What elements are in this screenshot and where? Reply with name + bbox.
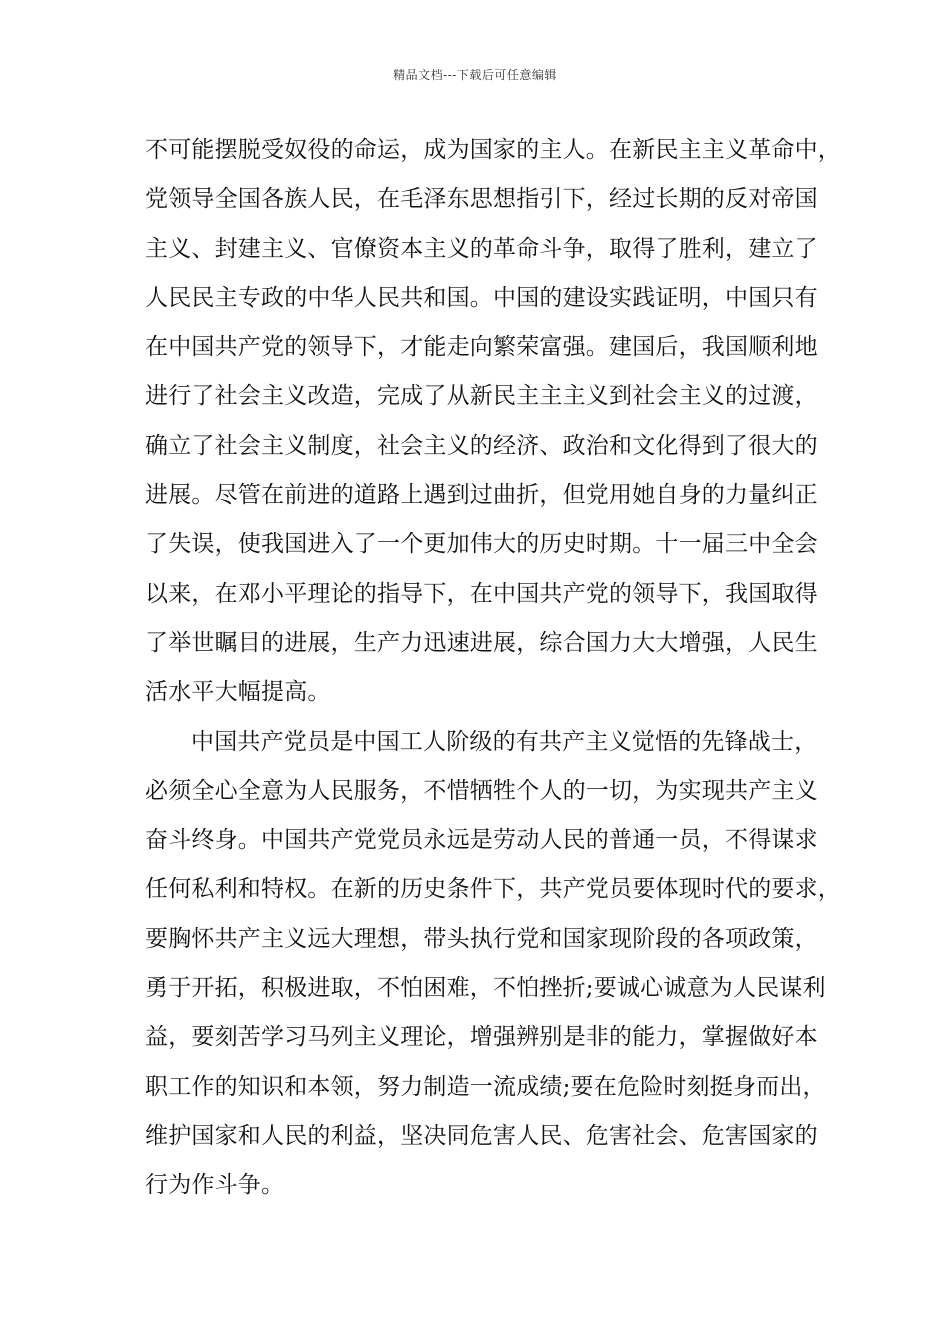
text-line: 了举世瞩目的进展，生产力迅速进展，综合国力大大增强，人民生 [145,629,818,656]
text-line: 任何私利和特权。在新的历史条件下，共产党员要体现时代的要求， [145,876,841,903]
text-line: 活水平大幅提高。 [145,679,331,706]
text-line: 职工作的知识和本领，努力制造一流成绩;要在危险时刻挺身而出， [145,1073,826,1100]
text-line: 确立了社会主义制度，社会主义的经济、政治和文化得到了很大的 [145,432,818,459]
text-line: 进展。尽管在前进的道路上遇到过曲折，但党用她自身的力量纠正 [145,482,818,509]
text-line: 进行了社会主义改造，完成了从新民主主主义到社会主义的过渡， [145,383,818,410]
text-line: 行为作斗争。 [145,1172,285,1199]
text-line: 益，要刻苦学习马列主义理论，增强辨别是非的能力，掌握做好本 [145,1024,818,1051]
paragraph-2 [145,718,841,1211]
text-line: 奋斗终身。中国共产党党员永远是劳动人民的普通一员，不得谋求 [145,827,818,854]
text-line: 党领导全国各族人民，在毛泽东思想指引下，经过长期的反对帝国 [145,186,818,213]
document-body [145,126,841,1211]
text-line: 了失误，使我国进入了一个更加伟大的历史时期。十一届三中全会 [145,531,818,558]
text-line: 不可能摆脱受奴役的命运，成为国家的主人。在新民主主义革命中， [145,137,841,163]
text-line: 勇于开拓，积极进取，不怕困难，不怕挫折;要诚心诚意为人民谋利 [145,975,826,1002]
text-line: 以来，在邓小平理论的指导下，在中国共产党的领导下，我国取得 [145,580,818,607]
text-line-indented: 中国共产党员是中国工人阶级的有共产主义觉悟的先锋战士， [191,728,818,755]
text-line: 主义、封建主义、官僚资本主义的革命斗争，取得了胜利，建立了 [145,235,818,262]
text-line: 人民民主专政的中华人民共和国。中国的建设实践证明，中国只有 [145,284,818,311]
text-line: 要胸怀共产主义远大理想，带头执行党和国家现阶段的各项政策， [145,925,818,952]
text-line: 维护国家和人民的利益，坚决同危害人民、危害社会、危害国家的 [145,1122,818,1149]
page-header: 精品文档---下载后可任意编辑 [393,68,557,82]
text-line: 必须全心全意为人民服务，不惜牺牲个人的一切，为实现共产主义 [145,777,818,804]
paragraph-1 [145,126,841,718]
text-line: 在中国共产党的领导下，才能走向繁荣富强。建国后，我国顺利地 [145,334,818,361]
